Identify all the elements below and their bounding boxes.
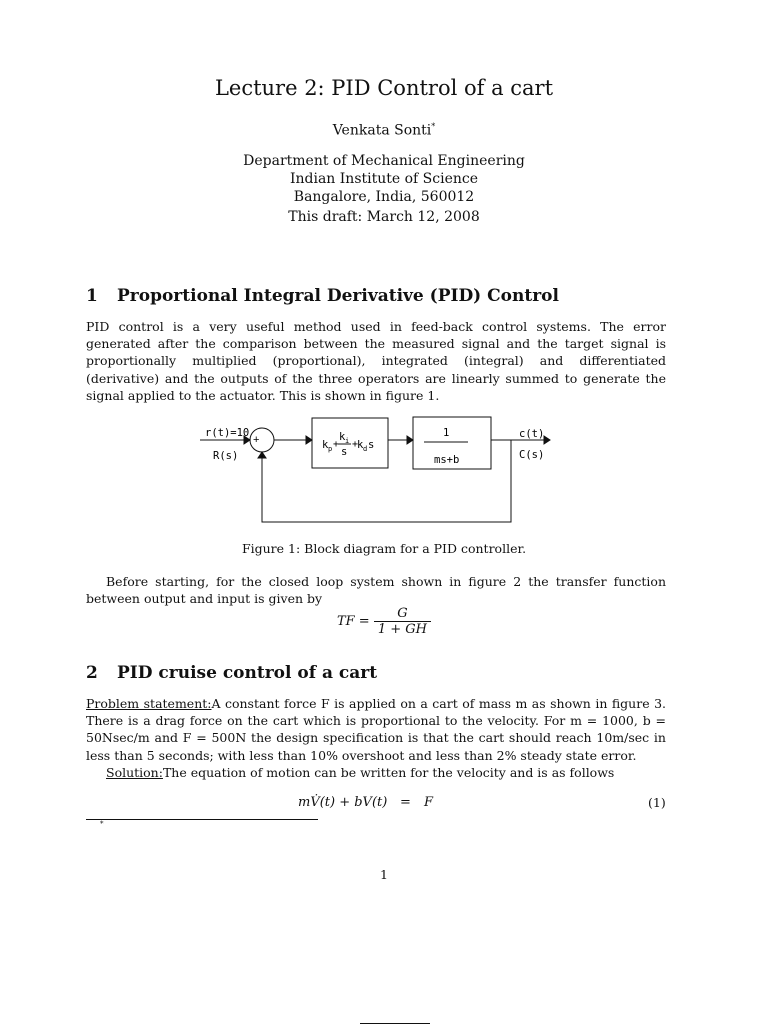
author-footnote-mark: * xyxy=(431,122,436,131)
equation-1-number: (1) xyxy=(648,795,666,810)
footnote-mark: * xyxy=(100,820,104,828)
plant-denominator: ms+b xyxy=(434,454,460,466)
kp-symbol: k xyxy=(322,439,329,451)
transfer-function-equation xyxy=(0,606,768,637)
author-name: Venkata Sonti xyxy=(332,122,432,139)
draft-date: This draft: March 12, 2008 xyxy=(288,209,480,225)
equation-1-rhs: F xyxy=(424,795,434,810)
ki-subscript: i xyxy=(345,437,350,445)
output-arrowhead xyxy=(544,436,550,444)
input-label-top: r(t)=10 xyxy=(205,427,250,439)
sum-plus-sign: + xyxy=(253,434,260,446)
transfer-function-intro: Before starting, for the closed loop system shown in figure 2 the transfer function between output and input is given by xyxy=(86,574,666,607)
section-1-paragraph: PID control is a very useful method used in feed-back control systems. The error generated after the comparison between the measured signal and the target signal is proportionally multiplied (proportional), integrated (integral) and differentiated (derivative) and the outputs of the three operators are linearly summed to generate the signal applied to the actuator. This is shown in figure 1. xyxy=(86,319,666,403)
tf-fraction xyxy=(374,606,431,637)
affiliation-dept: Department of Mechanical Engineering xyxy=(243,153,525,169)
section-2-heading xyxy=(86,663,377,683)
page-number: 1 xyxy=(380,867,388,882)
solution-text: The equation of motion can be written for the velocity and is as follows xyxy=(162,765,615,780)
controller-arrowhead xyxy=(306,436,312,444)
plus-2: + xyxy=(352,439,359,450)
kd-subscript: d xyxy=(363,445,368,453)
paper-title: Lecture 2: PID Control of a cart xyxy=(214,76,554,100)
ki-denominator: s xyxy=(341,446,348,458)
affiliation-city: Bangalore, India, 560012 xyxy=(293,189,475,205)
affiliation-institute: Indian Institute of Science xyxy=(289,171,479,187)
plus-1: + xyxy=(333,439,340,450)
equation-1-lhs: mV̇(t) + bV(t) xyxy=(298,795,388,810)
sum-minus-sign: - xyxy=(260,450,264,462)
equation-1-relation: = xyxy=(400,795,411,810)
author xyxy=(0,122,768,139)
section-1-number: 1 xyxy=(86,286,98,306)
problem-text: A constant force F is applied on a cart of mass m as shown in figure 3. There is a drag force on the cart which is proportional to the velocity. For m = 1000, b = 50Nsec/m and F = 500N the design specification is that the cart should reach 10m/sec in less than 5 seconds; with less than 10% overshoot and less than 2% steady state error. xyxy=(86,696,666,763)
plant-numerator: 1 xyxy=(443,427,450,439)
output-label-bottom: C(s) xyxy=(519,449,545,461)
footnote-rule xyxy=(86,819,318,820)
input-label-bottom: R(s) xyxy=(213,450,239,462)
figure-1-caption: Figure 1: Block diagram for a PID controller. xyxy=(241,541,527,556)
plant-arrowhead xyxy=(407,436,413,444)
problem-statement xyxy=(86,695,666,764)
kp-subscript: p xyxy=(328,445,333,453)
section-1-title: Proportional Integral Derivative (PID) Control xyxy=(117,286,559,306)
section-2-title: PID cruise control of a cart xyxy=(117,663,378,683)
tf-denominator: 1 + GH xyxy=(377,622,427,637)
section-2-number: 2 xyxy=(86,663,98,683)
problem-label: Problem statement: xyxy=(86,696,212,711)
solution-paragraph xyxy=(86,764,666,781)
tf-lhs: TF = xyxy=(336,614,370,629)
ki-symbol: k xyxy=(339,431,346,443)
feedback-line xyxy=(262,440,511,522)
kd-s: s xyxy=(368,439,375,451)
pid-block-diagram xyxy=(0,400,768,530)
section-1-heading xyxy=(86,286,559,306)
kd-symbol: k xyxy=(357,439,364,451)
tf-numerator: G xyxy=(374,606,431,622)
solution-label: Solution: xyxy=(106,765,163,780)
output-label-top: c(t) xyxy=(519,428,545,440)
controller-expression xyxy=(322,431,374,458)
